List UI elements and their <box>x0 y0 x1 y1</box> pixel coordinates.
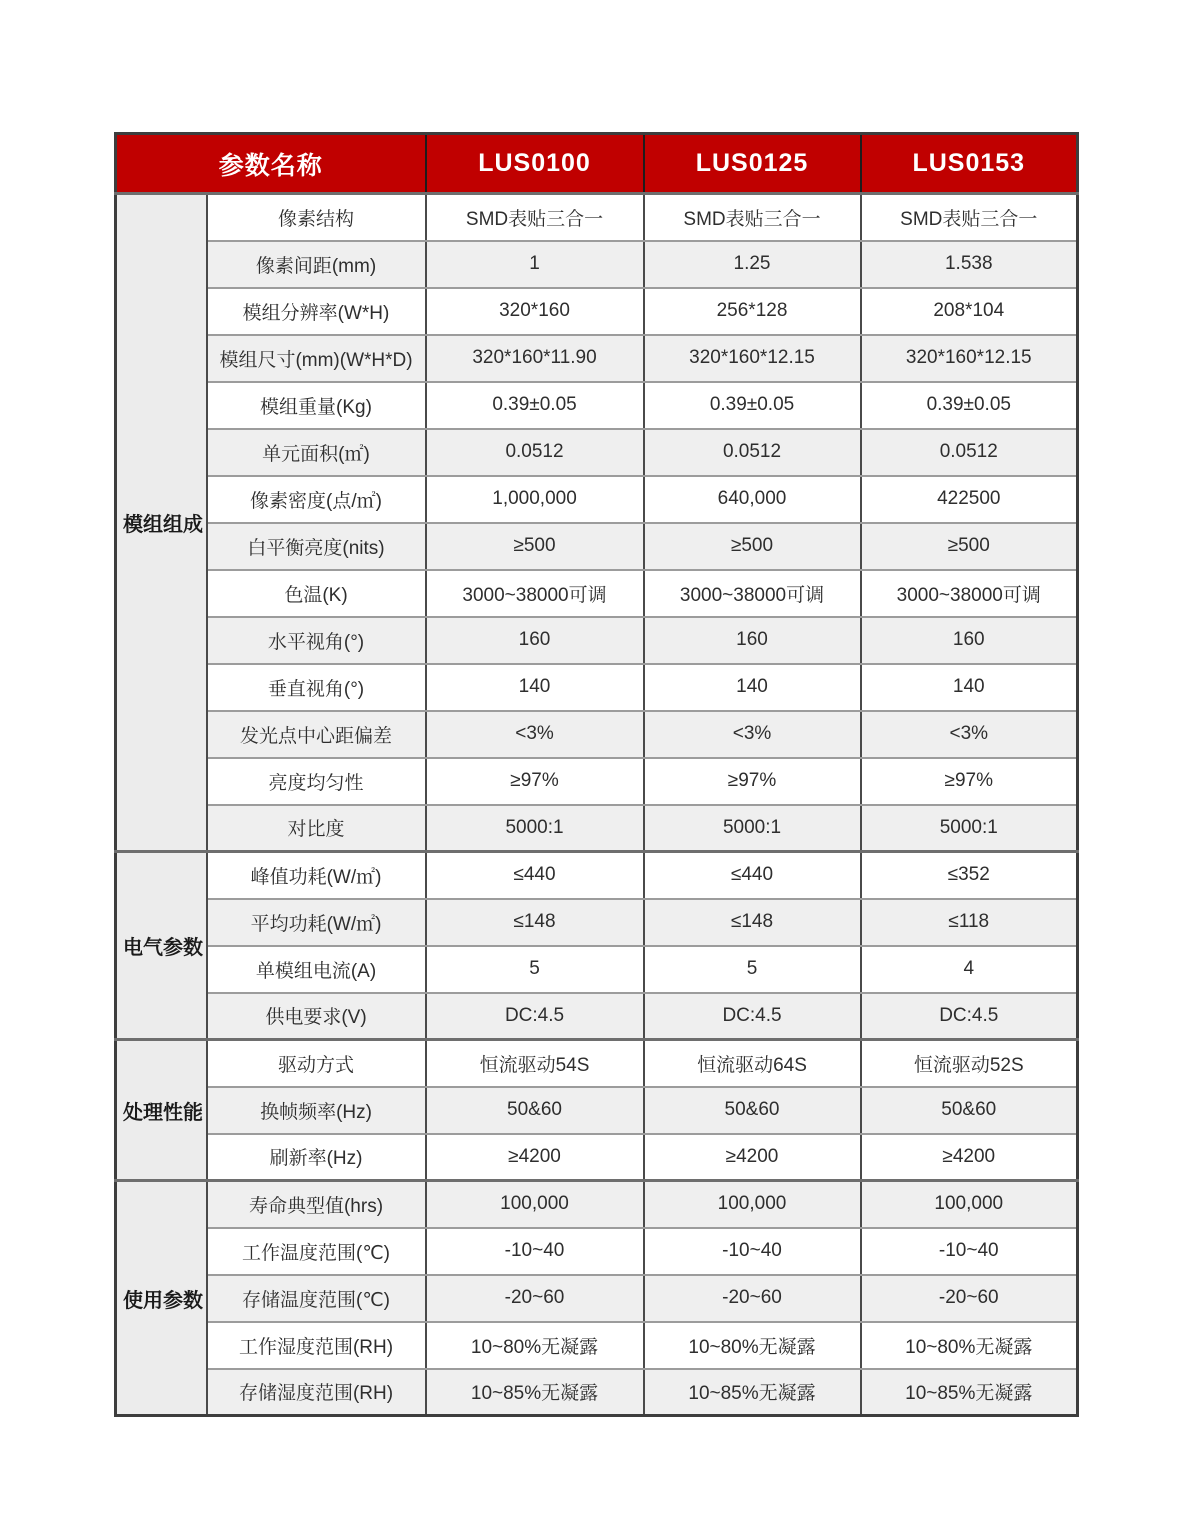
value-lus0125: 5000:1 <box>644 805 861 852</box>
value-lus0125: 140 <box>644 664 861 711</box>
value-lus0100: ≥500 <box>426 523 644 570</box>
value-lus0153: 3000~38000可调 <box>861 570 1078 617</box>
table-row <box>116 805 1078 852</box>
table-row <box>116 617 1078 664</box>
value-lus0100: 5000:1 <box>426 805 644 852</box>
value-lus0100: 10~80%无凝露 <box>426 1322 644 1369</box>
value-lus0100: 100,000 <box>426 1181 644 1228</box>
param-label: 供电要求(V) <box>207 993 426 1040</box>
value-lus0125: 恒流驱动64S <box>644 1040 861 1087</box>
param-label: 驱动方式 <box>207 1040 426 1087</box>
value-lus0153: 0.39±0.05 <box>861 382 1078 429</box>
table-row <box>116 1087 1078 1134</box>
value-lus0153: -10~40 <box>861 1228 1078 1275</box>
value-lus0153: SMD表贴三合一 <box>861 194 1078 241</box>
param-label: 模组重量(Kg) <box>207 382 426 429</box>
param-label: 垂直视角(°) <box>207 664 426 711</box>
header-model-lus0100: LUS0100 <box>426 134 644 194</box>
value-lus0125: ≤148 <box>644 899 861 946</box>
value-lus0100: ≥4200 <box>426 1134 644 1181</box>
value-lus0100: 0.39±0.05 <box>426 382 644 429</box>
table-row <box>116 288 1078 335</box>
spec-table <box>114 132 1079 1417</box>
param-label: 水平视角(°) <box>207 617 426 664</box>
value-lus0125: ≥97% <box>644 758 861 805</box>
value-lus0153: ≥4200 <box>861 1134 1078 1181</box>
table-row <box>116 382 1078 429</box>
table-row <box>116 194 1078 241</box>
value-lus0100: 恒流驱动54S <box>426 1040 644 1087</box>
table-row <box>116 899 1078 946</box>
param-label: 色温(K) <box>207 570 426 617</box>
value-lus0100: 50&60 <box>426 1087 644 1134</box>
table-row <box>116 1181 1078 1228</box>
value-lus0100: 1 <box>426 241 644 288</box>
value-lus0125: 640,000 <box>644 476 861 523</box>
param-label: 对比度 <box>207 805 426 852</box>
table-row <box>116 711 1078 758</box>
table-row <box>116 1040 1078 1087</box>
table-row <box>116 335 1078 382</box>
param-label: 模组尺寸(mm)(W*H*D) <box>207 335 426 382</box>
value-lus0125: 0.0512 <box>644 429 861 476</box>
param-label: 刷新率(Hz) <box>207 1134 426 1181</box>
param-label: 寿命典型值(hrs) <box>207 1181 426 1228</box>
value-lus0100: 160 <box>426 617 644 664</box>
header-row <box>116 134 1078 194</box>
value-lus0153: 140 <box>861 664 1078 711</box>
value-lus0153: -20~60 <box>861 1275 1078 1322</box>
value-lus0125: 10~85%无凝露 <box>644 1369 861 1416</box>
value-lus0125: -20~60 <box>644 1275 861 1322</box>
value-lus0153: 208*104 <box>861 288 1078 335</box>
value-lus0125: 0.39±0.05 <box>644 382 861 429</box>
value-lus0125: DC:4.5 <box>644 993 861 1040</box>
value-lus0100: 3000~38000可调 <box>426 570 644 617</box>
value-lus0153: 160 <box>861 617 1078 664</box>
value-lus0153: ≥500 <box>861 523 1078 570</box>
header-model-lus0153: LUS0153 <box>861 134 1078 194</box>
group-label: 处理性能 <box>116 1040 207 1181</box>
value-lus0153: 恒流驱动52S <box>861 1040 1078 1087</box>
table-row <box>116 758 1078 805</box>
value-lus0100: <3% <box>426 711 644 758</box>
header-param-name: 参数名称 <box>116 134 426 194</box>
param-label: 存储温度范围(℃) <box>207 1275 426 1322</box>
value-lus0100: ≤148 <box>426 899 644 946</box>
param-label: 换帧频率(Hz) <box>207 1087 426 1134</box>
value-lus0125: 10~80%无凝露 <box>644 1322 861 1369</box>
param-label: 白平衡亮度(nits) <box>207 523 426 570</box>
table-row <box>116 1228 1078 1275</box>
value-lus0125: 320*160*12.15 <box>644 335 861 382</box>
param-label: 单元面积(㎡) <box>207 429 426 476</box>
table-row <box>116 523 1078 570</box>
value-lus0125: <3% <box>644 711 861 758</box>
value-lus0125: 3000~38000可调 <box>644 570 861 617</box>
param-label: 工作湿度范围(RH) <box>207 1322 426 1369</box>
table-row <box>116 570 1078 617</box>
value-lus0125: 100,000 <box>644 1181 861 1228</box>
table-row <box>116 946 1078 993</box>
value-lus0153: ≥97% <box>861 758 1078 805</box>
value-lus0125: 50&60 <box>644 1087 861 1134</box>
value-lus0125: ≥4200 <box>644 1134 861 1181</box>
value-lus0153: 5000:1 <box>861 805 1078 852</box>
value-lus0153: 50&60 <box>861 1087 1078 1134</box>
spec-table-body <box>116 194 1078 1416</box>
value-lus0100: 320*160 <box>426 288 644 335</box>
param-label: 像素结构 <box>207 194 426 241</box>
table-row <box>116 429 1078 476</box>
table-row <box>116 1322 1078 1369</box>
value-lus0100: -20~60 <box>426 1275 644 1322</box>
value-lus0153: 100,000 <box>861 1181 1078 1228</box>
value-lus0125: ≥500 <box>644 523 861 570</box>
value-lus0125: 160 <box>644 617 861 664</box>
value-lus0153: 0.0512 <box>861 429 1078 476</box>
value-lus0153: 10~80%无凝露 <box>861 1322 1078 1369</box>
value-lus0100: ≤440 <box>426 852 644 899</box>
value-lus0153: 1.538 <box>861 241 1078 288</box>
value-lus0100: SMD表贴三合一 <box>426 194 644 241</box>
value-lus0125: 256*128 <box>644 288 861 335</box>
group-label: 使用参数 <box>116 1181 207 1416</box>
param-label: 工作温度范围(℃) <box>207 1228 426 1275</box>
param-label: 像素密度(点/㎡) <box>207 476 426 523</box>
value-lus0153: 10~85%无凝露 <box>861 1369 1078 1416</box>
param-label: 峰值功耗(W/㎡) <box>207 852 426 899</box>
value-lus0100: 0.0512 <box>426 429 644 476</box>
value-lus0125: 1.25 <box>644 241 861 288</box>
table-row <box>116 241 1078 288</box>
value-lus0153: <3% <box>861 711 1078 758</box>
value-lus0153: 422500 <box>861 476 1078 523</box>
value-lus0100: 1,000,000 <box>426 476 644 523</box>
table-row <box>116 1275 1078 1322</box>
group-label: 模组组成 <box>116 194 207 852</box>
value-lus0153: DC:4.5 <box>861 993 1078 1040</box>
value-lus0125: 5 <box>644 946 861 993</box>
value-lus0100: DC:4.5 <box>426 993 644 1040</box>
param-label: 存储湿度范围(RH) <box>207 1369 426 1416</box>
value-lus0100: 5 <box>426 946 644 993</box>
value-lus0125: ≤440 <box>644 852 861 899</box>
header-model-lus0125: LUS0125 <box>644 134 861 194</box>
table-row <box>116 1134 1078 1181</box>
value-lus0153: ≤352 <box>861 852 1078 899</box>
table-row <box>116 993 1078 1040</box>
value-lus0100: ≥97% <box>426 758 644 805</box>
param-label: 亮度均匀性 <box>207 758 426 805</box>
value-lus0100: 140 <box>426 664 644 711</box>
group-label: 电气参数 <box>116 852 207 1040</box>
table-row <box>116 852 1078 899</box>
value-lus0153: 4 <box>861 946 1078 993</box>
value-lus0153: ≤118 <box>861 899 1078 946</box>
value-lus0125: -10~40 <box>644 1228 861 1275</box>
table-row <box>116 476 1078 523</box>
value-lus0125: SMD表贴三合一 <box>644 194 861 241</box>
param-label: 模组分辨率(W*H) <box>207 288 426 335</box>
value-lus0100: -10~40 <box>426 1228 644 1275</box>
param-label: 单模组电流(A) <box>207 946 426 993</box>
table-row <box>116 1369 1078 1416</box>
param-label: 平均功耗(W/㎡) <box>207 899 426 946</box>
value-lus0153: 320*160*12.15 <box>861 335 1078 382</box>
param-label: 发光点中心距偏差 <box>207 711 426 758</box>
param-label: 像素间距(mm) <box>207 241 426 288</box>
table-row <box>116 664 1078 711</box>
value-lus0100: 10~85%无凝露 <box>426 1369 644 1416</box>
value-lus0100: 320*160*11.90 <box>426 335 644 382</box>
